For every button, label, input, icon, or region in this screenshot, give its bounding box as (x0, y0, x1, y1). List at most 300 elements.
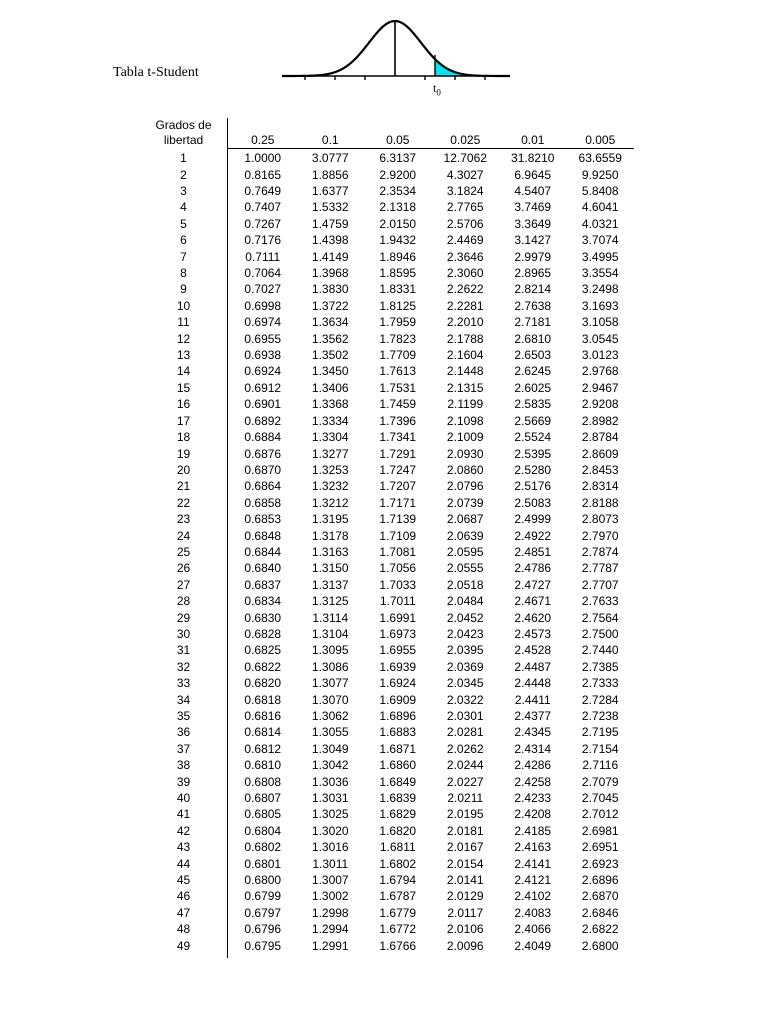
df-cell: 13 (176, 348, 191, 363)
value-cell: 2.0860 (446, 462, 484, 477)
table-row (140, 560, 634, 576)
value-cell: 1.2991 (311, 938, 349, 953)
value-cell: 1.3968 (311, 266, 349, 281)
value-cell: 1.8595 (379, 266, 417, 281)
value-cell: 2.5669 (514, 413, 552, 428)
value-cell: 2.2622 (446, 282, 484, 297)
value-cell: 2.4345 (514, 725, 552, 740)
value-cell: 2.4851 (514, 544, 552, 559)
value-cell: 1.6871 (379, 741, 417, 756)
value-cell: 1.7081 (379, 544, 417, 559)
value-cell: 2.0555 (446, 561, 484, 576)
value-cell: 1.7709 (379, 348, 417, 363)
value-cell: 3.7074 (581, 233, 619, 248)
value-cell: 1.8331 (379, 282, 417, 297)
value-cell: 2.8965 (514, 266, 552, 281)
df-cell: 36 (176, 725, 191, 740)
value-cell: 1.6811 (379, 840, 416, 855)
value-cell: 1.3450 (311, 364, 349, 379)
value-cell: 2.4469 (446, 233, 484, 248)
value-cell: 2.0211 (447, 791, 484, 806)
value-cell: 0.7267 (244, 216, 282, 231)
value-cell: 0.7176 (244, 233, 282, 248)
value-cell: 2.0227 (446, 774, 484, 789)
table-row (140, 232, 634, 248)
value-cell: 2.7440 (581, 643, 619, 658)
df-cell: 5 (180, 216, 187, 231)
table-row (140, 511, 634, 527)
value-cell: 2.7238 (581, 709, 619, 724)
value-cell: 2.0930 (446, 446, 484, 461)
table-row (140, 593, 634, 609)
table-row (140, 905, 634, 921)
value-cell: 1.7291 (379, 446, 417, 461)
df-cell: 7 (180, 249, 187, 264)
value-cell: 2.8214 (514, 282, 552, 297)
value-cell: 1.7207 (379, 479, 417, 494)
value-cell: 2.6800 (581, 938, 619, 953)
value-cell: 6.9645 (514, 167, 552, 182)
value-cell: 2.0369 (446, 659, 484, 674)
value-cell: 1.3104 (311, 626, 349, 641)
value-cell: 2.0244 (446, 758, 484, 773)
value-cell: 2.8453 (581, 462, 619, 477)
value-cell: 2.0281 (446, 725, 484, 740)
df-cell: 11 (177, 315, 190, 330)
value-cell: 0.6795 (244, 938, 282, 953)
value-cell: 2.4671 (514, 594, 552, 609)
table-row (140, 938, 634, 954)
value-cell: 1.3007 (311, 873, 349, 888)
value-cell: 2.0150 (379, 216, 417, 231)
value-cell: 0.6834 (244, 594, 282, 609)
value-cell: 2.5176 (514, 479, 552, 494)
value-cell: 2.1199 (447, 397, 484, 412)
value-cell: 1.6772 (379, 922, 417, 937)
table-row (140, 396, 634, 412)
value-cell: 4.5407 (514, 184, 552, 199)
table-row (140, 626, 634, 642)
value-cell: 0.6830 (244, 610, 282, 625)
value-cell: 2.6245 (514, 364, 552, 379)
value-cell: 0.6892 (244, 413, 282, 428)
alpha-header: 0.005 (585, 133, 616, 147)
df-cell: 10 (176, 298, 191, 313)
value-cell: 3.4995 (581, 249, 619, 264)
value-cell: 0.7027 (244, 282, 282, 297)
value-cell: 0.6837 (244, 577, 282, 592)
value-cell: 2.6503 (514, 348, 552, 363)
table-row (140, 921, 634, 937)
df-cell: 4 (180, 200, 187, 215)
value-cell: 1.3722 (311, 298, 349, 313)
value-cell: 2.7181 (514, 315, 552, 330)
df-cell: 34 (176, 692, 191, 707)
value-cell: 1.6766 (379, 938, 417, 953)
value-cell: 0.6807 (244, 791, 282, 806)
value-cell: 2.4314 (514, 741, 552, 756)
df-cell: 31 (176, 643, 191, 658)
value-cell: 0.6808 (244, 774, 282, 789)
value-cell: 2.7154 (581, 741, 619, 756)
table-row (140, 462, 634, 478)
value-cell: 2.4233 (514, 791, 552, 806)
table-body (140, 150, 634, 954)
table-row (140, 429, 634, 445)
value-cell: 6.3137 (379, 151, 417, 166)
value-cell: 1.6820 (379, 823, 417, 838)
value-cell: 3.3554 (581, 266, 619, 281)
table-row (140, 888, 634, 904)
value-cell: 1.7247 (379, 462, 417, 477)
value-cell: 1.3163 (311, 544, 349, 559)
value-cell: 2.7195 (581, 725, 619, 740)
value-cell: 2.5835 (514, 397, 552, 412)
value-cell: 2.8609 (581, 446, 619, 461)
value-cell: 2.4411 (514, 692, 551, 707)
value-cell: 2.0322 (446, 692, 484, 707)
df-cell: 37 (176, 741, 191, 756)
value-cell: 2.3534 (379, 184, 417, 199)
value-cell: 1.4759 (311, 216, 349, 231)
table-row (140, 347, 634, 363)
value-cell: 2.7385 (581, 659, 619, 674)
value-cell: 2.0181 (446, 823, 484, 838)
value-cell: 1.8856 (311, 167, 349, 182)
value-cell: 1.8125 (379, 298, 417, 313)
value-cell: 2.8784 (581, 430, 619, 445)
df-cell: 26 (176, 561, 191, 576)
df-cell: 35 (176, 709, 191, 724)
value-cell: 1.6973 (379, 626, 417, 641)
value-cell: 1.3011 (312, 856, 349, 871)
value-cell: 2.1098 (446, 413, 484, 428)
value-cell: 1.7109 (379, 528, 417, 543)
df-cell: 44 (176, 856, 191, 871)
value-cell: 0.7111 (245, 249, 281, 264)
value-cell: 0.6825 (244, 643, 282, 658)
value-cell: 2.7500 (581, 626, 619, 641)
value-cell: 0.6938 (244, 348, 282, 363)
df-cell: 39 (176, 774, 191, 789)
value-cell: 2.7633 (581, 594, 619, 609)
value-cell: 2.4786 (514, 561, 552, 576)
value-cell: 2.0595 (446, 544, 484, 559)
value-cell: 2.8314 (581, 479, 619, 494)
value-cell: 2.4448 (514, 676, 552, 691)
value-cell: 0.6812 (244, 741, 282, 756)
alpha-header: 0.025 (450, 133, 481, 147)
value-cell: 0.6814 (244, 725, 282, 740)
table-row (140, 757, 634, 773)
value-cell: 0.6810 (244, 758, 282, 773)
table-row (140, 363, 634, 379)
value-cell: 2.7079 (581, 774, 619, 789)
value-cell: 1.3368 (311, 397, 349, 412)
value-cell: 1.7341 (379, 430, 417, 445)
table-row (140, 413, 634, 429)
value-cell: 1.3830 (311, 282, 349, 297)
value-cell: 2.0687 (446, 512, 484, 527)
table-row (140, 823, 634, 839)
value-cell: 2.7564 (581, 610, 619, 625)
value-cell: 3.1693 (581, 298, 619, 313)
value-cell: 12.7062 (443, 151, 487, 166)
value-cell: 2.2281 (446, 298, 484, 313)
value-cell: 2.4528 (514, 643, 552, 658)
value-cell: 1.0000 (244, 151, 282, 166)
table-row (140, 199, 634, 215)
value-cell: 1.3150 (311, 561, 349, 576)
value-cell: 2.9208 (581, 397, 619, 412)
value-cell: 0.6864 (244, 479, 282, 494)
value-cell: 1.7613 (379, 364, 417, 379)
value-cell: 1.3634 (311, 315, 349, 330)
table-row (140, 790, 634, 806)
value-cell: 63.6559 (578, 151, 622, 166)
value-cell: 1.3020 (311, 823, 349, 838)
alpha-header: 0.01 (521, 133, 545, 147)
table-row (140, 872, 634, 888)
value-cell: 1.3212 (311, 495, 349, 510)
value-cell: 2.0452 (446, 610, 484, 625)
value-cell: 1.2998 (311, 905, 349, 920)
value-cell: 0.6828 (244, 626, 282, 641)
value-cell: 1.3002 (311, 889, 349, 904)
value-cell: 0.7649 (244, 184, 282, 199)
value-cell: 1.3125 (311, 594, 349, 609)
value-cell: 1.7171 (379, 495, 417, 510)
df-cell: 12 (176, 331, 191, 346)
value-cell: 1.6939 (379, 659, 417, 674)
df-cell: 17 (176, 413, 191, 428)
table-row (140, 298, 634, 314)
df-cell: 46 (176, 889, 191, 904)
value-cell: 2.0639 (446, 528, 484, 543)
value-cell: 0.6840 (244, 561, 282, 576)
table-row (140, 544, 634, 560)
value-cell: 2.5083 (514, 495, 552, 510)
df-cell: 41 (176, 807, 191, 822)
value-cell: 2.4286 (514, 758, 552, 773)
alpha-header: 0.1 (321, 133, 339, 147)
value-cell: 2.6870 (581, 889, 619, 904)
value-cell: 2.7787 (581, 561, 619, 576)
table-row (140, 609, 634, 625)
table-row (140, 445, 634, 461)
value-cell: 2.0117 (447, 905, 484, 920)
value-cell: 0.6800 (244, 873, 282, 888)
value-cell: 2.5524 (514, 430, 552, 445)
density-curve (282, 21, 510, 76)
value-cell: 0.6884 (244, 430, 282, 445)
df-cell: 16 (176, 397, 191, 412)
value-cell: 1.3025 (311, 807, 349, 822)
table-row (140, 314, 634, 330)
df-cell: 29 (176, 610, 191, 625)
value-cell: 2.4141 (514, 856, 552, 871)
table-row (140, 380, 634, 396)
value-cell: 2.1315 (446, 380, 484, 395)
t-distribution-curve-figure (282, 14, 512, 98)
value-cell: 2.0301 (446, 709, 484, 724)
value-cell: 5.8408 (581, 184, 619, 199)
value-cell: 1.7823 (379, 331, 417, 346)
value-cell: 1.6909 (379, 692, 417, 707)
value-cell: 3.2498 (581, 282, 619, 297)
value-cell: 1.6779 (379, 905, 417, 920)
value-cell: 1.3562 (311, 331, 349, 346)
t-student-table (140, 118, 634, 958)
value-cell: 2.7284 (581, 692, 619, 707)
value-cell: 1.6860 (379, 758, 417, 773)
value-cell: 2.4922 (514, 528, 552, 543)
value-cell: 1.6787 (379, 889, 417, 904)
value-cell: 4.0321 (581, 216, 619, 231)
table-row (140, 527, 634, 543)
value-cell: 1.6924 (379, 676, 417, 691)
value-cell: 2.7638 (514, 298, 552, 313)
value-cell: 0.6912 (244, 380, 282, 395)
value-cell: 2.3060 (446, 266, 484, 281)
df-cell: 20 (176, 462, 191, 477)
value-cell: 2.4573 (514, 626, 552, 641)
value-cell: 1.6991 (379, 610, 417, 625)
df-cell: 21 (176, 479, 191, 494)
value-cell: 1.3253 (311, 462, 349, 477)
df-cell: 48 (176, 922, 191, 937)
value-cell: 2.0423 (446, 626, 484, 641)
value-cell: 2.7116 (582, 758, 619, 773)
df-cell: 38 (176, 758, 191, 773)
value-cell: 2.0345 (446, 676, 484, 691)
value-cell: 2.6025 (514, 380, 552, 395)
value-cell: 1.3095 (311, 643, 349, 658)
value-cell: 0.6998 (244, 298, 282, 313)
value-cell: 2.7765 (446, 200, 484, 215)
value-cell: 1.7033 (379, 577, 417, 592)
value-cell: 1.3086 (311, 659, 349, 674)
df-cell: 22 (176, 495, 191, 510)
value-cell: 0.6924 (244, 364, 282, 379)
value-cell: 2.0395 (446, 643, 484, 658)
value-cell: 2.0739 (446, 495, 484, 510)
value-cell: 2.7012 (581, 807, 619, 822)
value-cell: 1.3406 (311, 380, 349, 395)
value-cell: 0.6818 (244, 692, 282, 707)
value-cell: 9.9250 (581, 167, 619, 182)
value-cell: 1.7459 (379, 397, 417, 412)
value-cell: 2.2010 (446, 315, 484, 330)
value-cell: 2.7045 (581, 791, 619, 806)
value-cell: 0.6802 (244, 840, 282, 855)
value-cell: 1.3137 (311, 577, 349, 592)
value-cell: 0.6797 (244, 905, 282, 920)
value-cell: 2.0195 (446, 807, 484, 822)
value-cell: 1.3195 (311, 512, 349, 527)
value-cell: 2.5706 (446, 216, 484, 231)
value-cell: 1.4149 (311, 249, 349, 264)
table-row (140, 773, 634, 789)
table-row (140, 708, 634, 724)
value-cell: 0.6801 (244, 856, 282, 871)
value-cell: 1.6849 (379, 774, 417, 789)
value-cell: 1.6883 (379, 725, 417, 740)
value-cell: 1.3049 (311, 741, 349, 756)
value-cell: 2.7333 (581, 676, 619, 691)
value-cell: 1.7959 (379, 315, 417, 330)
value-cell: 1.6896 (379, 709, 417, 724)
value-cell: 2.1318 (379, 200, 417, 215)
df-cell: 28 (176, 594, 191, 609)
df-cell: 18 (176, 430, 191, 445)
table-row (140, 855, 634, 871)
value-cell: 3.1058 (581, 315, 619, 330)
value-cell: 2.4727 (514, 577, 552, 592)
value-cell: 3.1427 (514, 233, 552, 248)
value-cell: 2.4487 (514, 659, 552, 674)
value-cell: 2.9979 (514, 249, 552, 264)
value-cell: 1.7531 (379, 380, 417, 395)
df-cell: 14 (176, 364, 191, 379)
value-cell: 2.0518 (446, 577, 484, 592)
value-cell: 2.9467 (581, 380, 619, 395)
value-cell: 2.4066 (514, 922, 552, 937)
value-cell: 2.4377 (514, 709, 552, 724)
df-cell: 45 (176, 873, 191, 888)
value-cell: 2.3646 (446, 249, 484, 264)
value-cell: 1.6829 (379, 807, 417, 822)
df-cell: 32 (176, 659, 191, 674)
table-row (140, 216, 634, 232)
df-header: Grados de libertad (155, 118, 212, 147)
df-cell: 19 (176, 446, 191, 461)
value-cell: 2.8188 (581, 495, 619, 510)
value-cell: 1.6794 (379, 873, 417, 888)
value-cell: 0.6822 (244, 659, 282, 674)
value-cell: 3.3649 (514, 216, 552, 231)
value-cell: 0.6858 (244, 495, 282, 510)
value-cell: 2.1604 (446, 348, 484, 363)
value-cell: 1.7139 (379, 512, 417, 527)
value-cell: 2.0796 (446, 479, 484, 494)
value-cell: 1.3055 (311, 725, 349, 740)
table-row (140, 806, 634, 822)
value-cell: 0.6796 (244, 922, 282, 937)
value-cell: 0.6820 (244, 676, 282, 691)
value-cell: 2.1009 (446, 430, 484, 445)
value-cell: 3.7469 (514, 200, 552, 215)
df-cell: 1 (180, 151, 187, 166)
value-cell: 1.9432 (379, 233, 417, 248)
table-row (140, 495, 634, 511)
df-cell: 2 (180, 167, 187, 182)
value-cell: 0.6876 (244, 446, 282, 461)
value-cell: 2.5280 (514, 462, 552, 477)
table-row (140, 642, 634, 658)
value-cell: 2.0484 (446, 594, 484, 609)
alpha-header: 0.25 (251, 133, 275, 147)
value-cell: 0.6870 (244, 462, 282, 477)
value-cell: 3.0545 (581, 331, 619, 346)
value-cell: 2.9200 (379, 167, 417, 182)
df-cell: 27 (176, 577, 191, 592)
value-cell: 1.3334 (311, 413, 349, 428)
value-cell: 2.4620 (514, 610, 552, 625)
df-cell: 43 (176, 840, 191, 855)
value-cell: 2.0129 (446, 889, 484, 904)
value-cell: 2.0096 (446, 938, 484, 953)
